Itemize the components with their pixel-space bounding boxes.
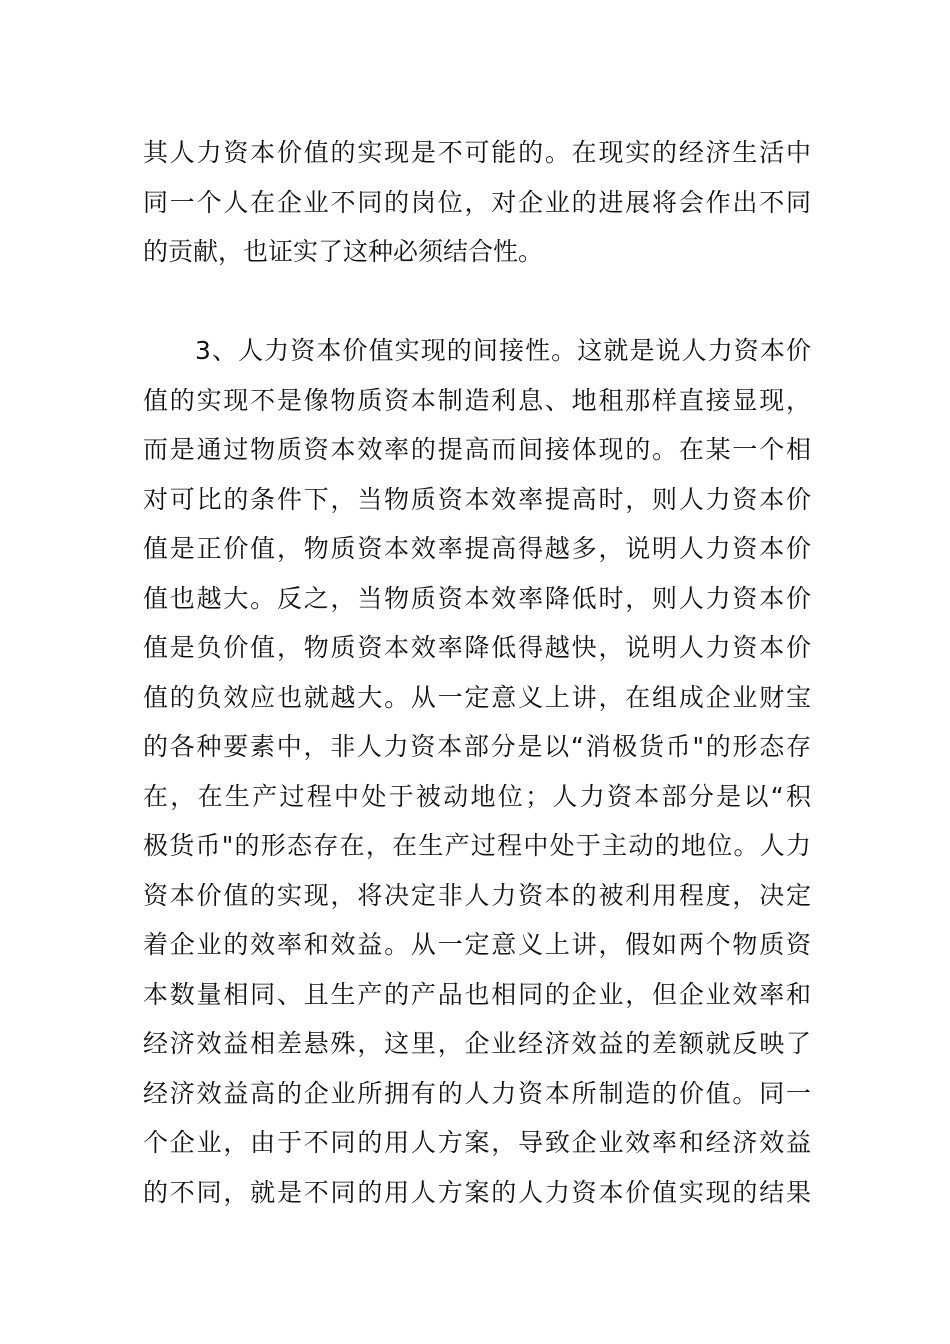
paragraph-line: 值的实现不是像物质资本制造利息、地租那样直接显现， xyxy=(143,385,811,415)
paragraph-first-line: 3、人力资本价值实现的间接性。这就是说人力资本价 xyxy=(195,336,811,365)
paragraph-line: 其人力资本价值的实现是不可能的。在现实的经济生活中 xyxy=(143,138,811,167)
paragraph-line: 个企业，由于不同的用人方案，导致企业效率和经济效益 xyxy=(143,1128,811,1157)
paragraph-line: 资本价值的实现，将决定非人力资本的被利用程度，决定 xyxy=(143,880,811,910)
paragraph-line: 本数量相同、且生产的产品也相同的企业，但企业效率和 xyxy=(143,979,811,1009)
paragraph-line: 的贡献，也证实了这种必须结合性。 xyxy=(143,237,544,266)
paragraph-line: 的不同，就是不同的用人方案的人力资本价值实现的结果 xyxy=(143,1177,811,1207)
paragraph-line: 值也越大。反之，当物质资本效率降低时，则人力资本价 xyxy=(143,583,811,613)
paragraph-line: 经济效益高的企业所拥有的人力资本所制造的价值。同一 xyxy=(143,1078,811,1108)
paragraph-line: 经济效益相差悬殊，这里，企业经济效益的差额就反映了 xyxy=(143,1029,811,1058)
paragraph-line: 在，在生产过程中处于被动地位；人力资本部分是以“积 xyxy=(143,781,811,811)
paragraph-line: 的各种要素中，非人力资本部分是以“消极货币"的形态存 xyxy=(143,732,811,761)
paragraph-line: 而是通过物质资本效率的提高而间接体现的。在某一个相 xyxy=(143,435,811,464)
paragraph-line: 值的负效应也就越大。从一定意义上讲，在组成企业财宝 xyxy=(143,682,811,712)
paragraph-line: 值是负价值，物质资本效率降低得越快，说明人力资本价 xyxy=(143,633,811,662)
paragraph-line: 对可比的条件下，当物质资本效率提高时，则人力资本价 xyxy=(143,484,811,514)
paragraph-line: 同一个人在企业不同的岗位，对企业的进展将会作出不同 xyxy=(143,187,811,217)
paragraph-2 xyxy=(143,326,811,1217)
paragraph-line: 着企业的效率和效益。从一定意义上讲，假如两个物质资 xyxy=(143,930,811,959)
paragraph-line: 值是正价值，物质资本效率提高得越多，说明人力资本价 xyxy=(143,534,811,563)
paragraph-line: 极货币"的形态存在，在生产过程中处于主动的地位。人力 xyxy=(143,831,811,860)
paragraph-1 xyxy=(143,128,811,277)
